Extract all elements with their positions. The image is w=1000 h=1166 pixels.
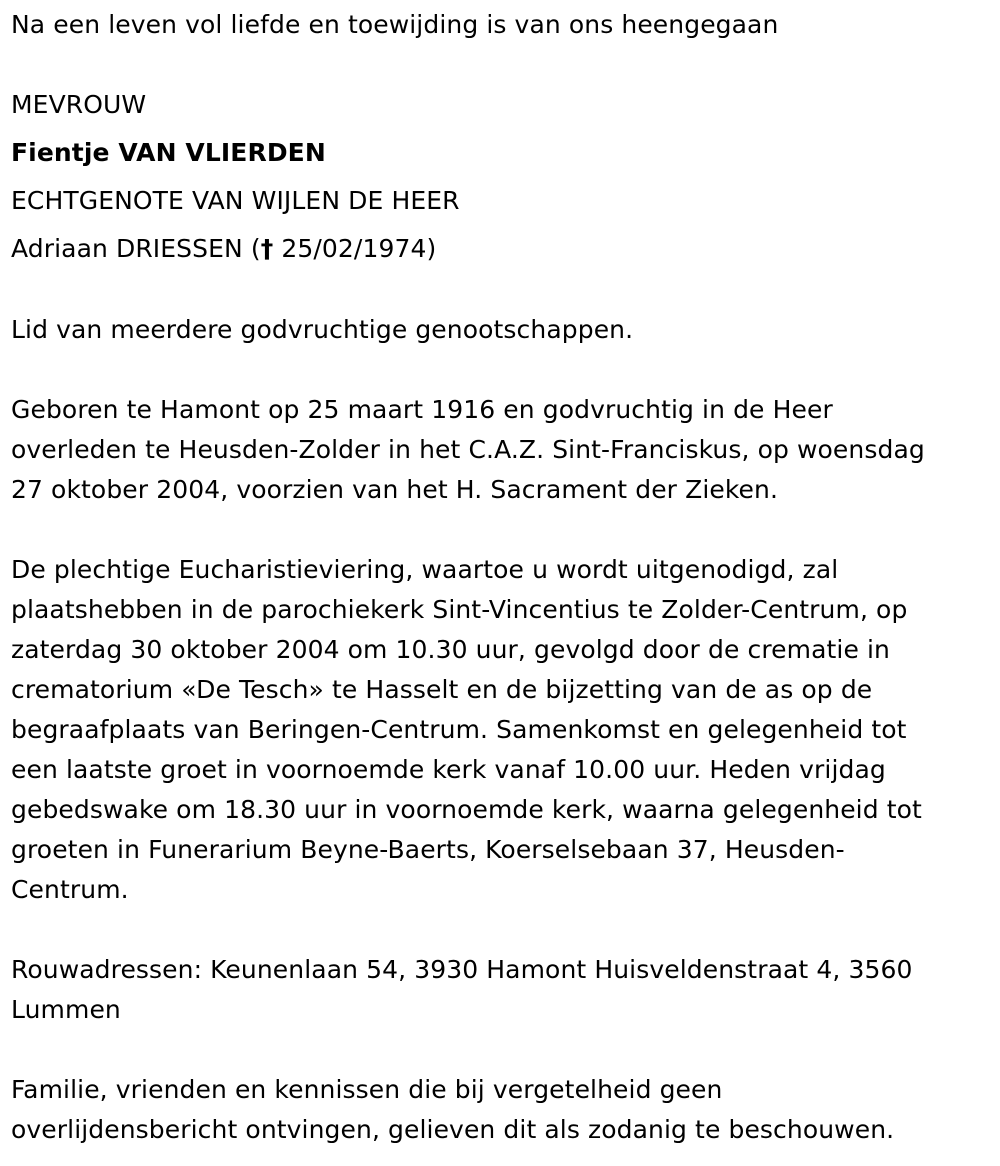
spouse-line [11,229,436,269]
closing-line: Familie, vrienden en kennissen die bij vergetelheid geen [11,1075,723,1104]
ceremony-line: begraafplaats van Beringen-Centrum. Samenkomst en gelegenheid tot [11,715,907,744]
honorific-title: MEVROUW [11,90,147,119]
ceremony-line: De plechtige Eucharistieviering, waartoe u wordt uitgenodigd, zal [11,555,839,584]
ceremony-line: zaterdag 30 oktober 2004 om 10.30 uur, gevolgd door de crematie in [11,635,890,664]
closing-line: overlijdensbericht ontvingen, gelieven dit als zodanig te beschouwen. [11,1115,895,1144]
ceremony-line: Centrum. [11,875,129,904]
cross-icon: † [260,234,274,263]
membership-text: Lid van meerdere godvruchtige genootschappen. [11,315,634,344]
ceremony-line: gebedswake om 18.30 uur in voornoemde kerk, waarna gelegenheid tot [11,795,922,824]
birth-death-line: Geboren te Hamont op 25 maart 1916 en godvruchtig in de Heer [11,395,833,424]
birth-death-line: overleden te Heusden-Zolder in het C.A.Z. Sint-Franciskus, op woensdag [11,435,925,464]
birth-death-line: 27 oktober 2004, voorzien van het H. Sacrament der Zieken. [11,475,779,504]
ceremony-line: groeten in Funerarium Beyne-Baerts, Koerselsebaan 37, Heusden- [11,835,845,864]
address-line: Rouwadressen: Keunenlaan 54, 3930 Hamont Huisveldenstraat 4, 3560 [11,955,913,984]
spouse-death-date: 25/02/1974) [273,234,437,263]
deceased-name: Fientje VAN VLIERDEN [11,138,326,167]
spouse-name: Adriaan DRIESSEN ( [11,234,261,263]
spouse-intro: ECHTGENOTE VAN WIJLEN DE HEER [11,186,460,215]
ceremony-line: crematorium «De Tesch» te Hasselt en de bijzetting van de as op de [11,675,873,704]
intro-text: Na een leven vol liefde en toewijding is van ons heengegaan [11,10,779,39]
address-line: Lummen [11,995,121,1024]
ceremony-line: plaatshebben in de parochiekerk Sint-Vincentius te Zolder-Centrum, op [11,595,908,624]
ceremony-line: een laatste groet in voornoemde kerk vanaf 10.00 uur. Heden vrijdag [11,755,886,784]
